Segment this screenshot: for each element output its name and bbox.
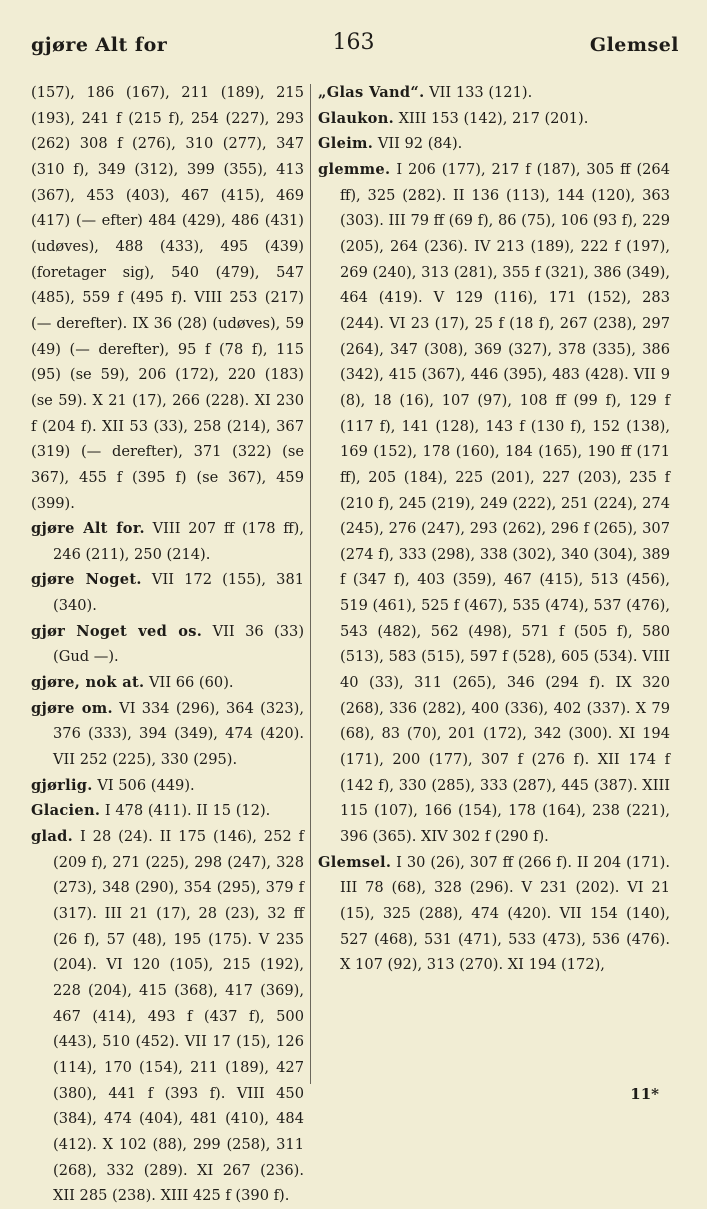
- entry-references: VII 172 (155), 381 (340).: [53, 571, 305, 615]
- running-head-right: Glemsel: [589, 34, 679, 56]
- entry-references: VII 92 (84).: [377, 135, 463, 153]
- running-head-left: gjøre Alt for: [31, 34, 168, 56]
- signature-mark: 11*: [630, 1085, 659, 1103]
- entry-references: I 30 (26), 307 ff (266 f). II 204 (171). III 78 (68), 328 (296). V 231 (202). VI 21 (15), 325 (288), 474 (420). VII 154 (140), 527 (468), 531 (471), 533 (473), 536 (476). X 107 (92), 313 (270). XI 194 (172),: [340, 853, 671, 974]
- index-entry: [318, 106, 670, 132]
- index-entry: [31, 824, 304, 1209]
- entry-headword: gjøre Noget.: [31, 571, 142, 589]
- entry-references: VII 66 (60).: [149, 674, 234, 692]
- left-column: [31, 80, 304, 1209]
- index-entry: [31, 619, 304, 670]
- index-entry: [31, 80, 304, 516]
- entry-headword: gjør Noget ved os.: [31, 622, 203, 640]
- entry-references: VI 334 (296), 364 (323), 376 (333), 394 (349), 474 (420). VII 252 (225), 330 (295).: [53, 699, 305, 769]
- entry-headword: glemme.: [318, 160, 391, 178]
- entry-references: XIII 153 (142), 217 (201).: [398, 109, 589, 127]
- entry-headword: gjøre Alt for.: [31, 520, 145, 538]
- right-column: [318, 80, 670, 978]
- entry-references: I 478 (411). II 15 (12).: [104, 802, 271, 820]
- entry-headword: Gleim.: [318, 135, 374, 153]
- entry-headword: „Glas Vand“.: [318, 84, 425, 101]
- entry-references: I 28 (24). II 175 (146), 252 f (209 f), 271 (225), 298 (247), 328 (273), 348 (290), 354 (295), 379 f (317). III 21 (17), 28 (23), 32 ff (26 f), 57 (48), 195 (175). V 235 (204). VI 120 (105), 215 (192), 228 (204), 415 (368), 417 (369), 467 (414), 493 f (437 f), 500 (443), 510 (452). VII 17 (15), 126 (114), 170 (154), 211 (189), 427 (380), 441 f (393 f). VIII 450 (384), 474 (404), 481 (410), 484 (412). X 102 (88), 299 (258), 311 (268), 332 (289). XI 267 (236). XII 285 (238). XIII 425 f (390 f).: [53, 828, 304, 1205]
- entry-references: VI 506 (449).: [97, 776, 195, 794]
- index-entry: [318, 80, 670, 106]
- entry-references: I 206 (177), 217 f (187), 305 ff (264 ff), 325 (282). II 136 (113), 144 (120), 363 (303). III 79 ff (69 f), 86 (75), 106 (93 f), 229 (205), 264 (236). IV 213 (189), 222 f (197), 269 (240), 313 (281), 355 f (321), 386 (349), 464 (419). V 129 (116), 171 (152), 283 (244). VI 23 (17), 25 f (18 f), 267 (238), 297 (264), 347 (308), 369 (327), 378 (335), 386 (342), 415 (367), 446 (395), 483 (428). VII 9 (8), 18 (16), 107 (97), 108 ff (99 f), 129 f (117 f), 141 (128), 143 f (130 f), 152 (138), 169 (152), 178 (160), 184 (165), 190 ff (171 ff), 205 (184), 225 (201), 227 (203), 235 f (210 f), 245 (219), 249 (222), 251 (224), 274 (245), 276 (247), 293 (262), 296 f (265), 307 (274 f), 333 (298), 338 (302), 340 (304), 389 f (347 f), 403 (359), 467 (415), 513 (456), 519 (461), 525 f (467), 535 (474), 537 (476), 543 (482), 562 (498), 571 f (505 f), 580 (513), 583 (515), 597 f (528), 605 (534). VIII 40 (33), 311 (265), 346 (294 f). IX 320 (268), 336 (282), 400 (336), 402 (337). X 79 (68), 83 (70), 201 (172), 342 (300). XI 194 (171), 200 (177), 307 f (276 f). XII 174 f (142 f), 330 (285), 333 (287), 445 (387). XIII 115 (107), 166 (154), 178 (164), 238 (221), 396 (365). XIV 302 f (290 f).: [340, 160, 671, 846]
- entry-headword: gjørlig.: [31, 776, 93, 794]
- entry-headword: glad.: [31, 828, 73, 846]
- entry-headword: gjøre, nok at.: [31, 674, 145, 692]
- entry-references: VII 36 (33) (Gud —).: [53, 622, 305, 666]
- entry-references: VII 133 (121).: [429, 84, 533, 101]
- entry-headword: Glacien.: [31, 802, 101, 820]
- index-entry: [31, 567, 304, 618]
- entry-headword: Glemsel.: [318, 853, 392, 871]
- page-header: [0, 30, 707, 64]
- index-entry: [318, 131, 670, 157]
- index-entry: [31, 696, 304, 773]
- entry-headword: Glaukon.: [318, 109, 395, 127]
- index-entry: [318, 157, 670, 850]
- index-entry: [318, 850, 670, 978]
- column-divider: [310, 84, 311, 1084]
- index-entry: [31, 670, 304, 696]
- index-entry: [31, 798, 304, 824]
- entry-headword: gjøre om.: [31, 699, 113, 717]
- entry-references: VIII 207 ff (178 ff), 246 (211), 250 (214).: [53, 520, 304, 563]
- index-entry: [31, 516, 304, 567]
- page-number: 163: [332, 30, 375, 55]
- entry-references: (157), 186 (167), 211 (189), 215 (193), 241 f (215 f), 254 (227), 293 (262) 308 f (276), 310 (277), 347 (310 f), 349 (312), 399 (355), 413 (367), 453 (403), 467 (415), 469 (417) (— efter) 484 (429), 486 (431) (udøves), 488 (433), 495 (439) (foretager sig), 540 (479), 547 (485), 559 f (495 f). VIII 253 (217) (— derefter). IX 36 (28) (udøves), 59 (49) (— derefter), 95 f (78 f), 115 (95) (se 59), 206 (172), 220 (183) (se 59). X 21 (17), 266 (228). XI 230 f (204 f). XII 53 (33), 258 (214), 367 (319) (— derefter), 371 (322) (se 367), 455 f (395 f) (se 367), 459 (399).: [31, 84, 304, 512]
- index-entry: [31, 773, 304, 799]
